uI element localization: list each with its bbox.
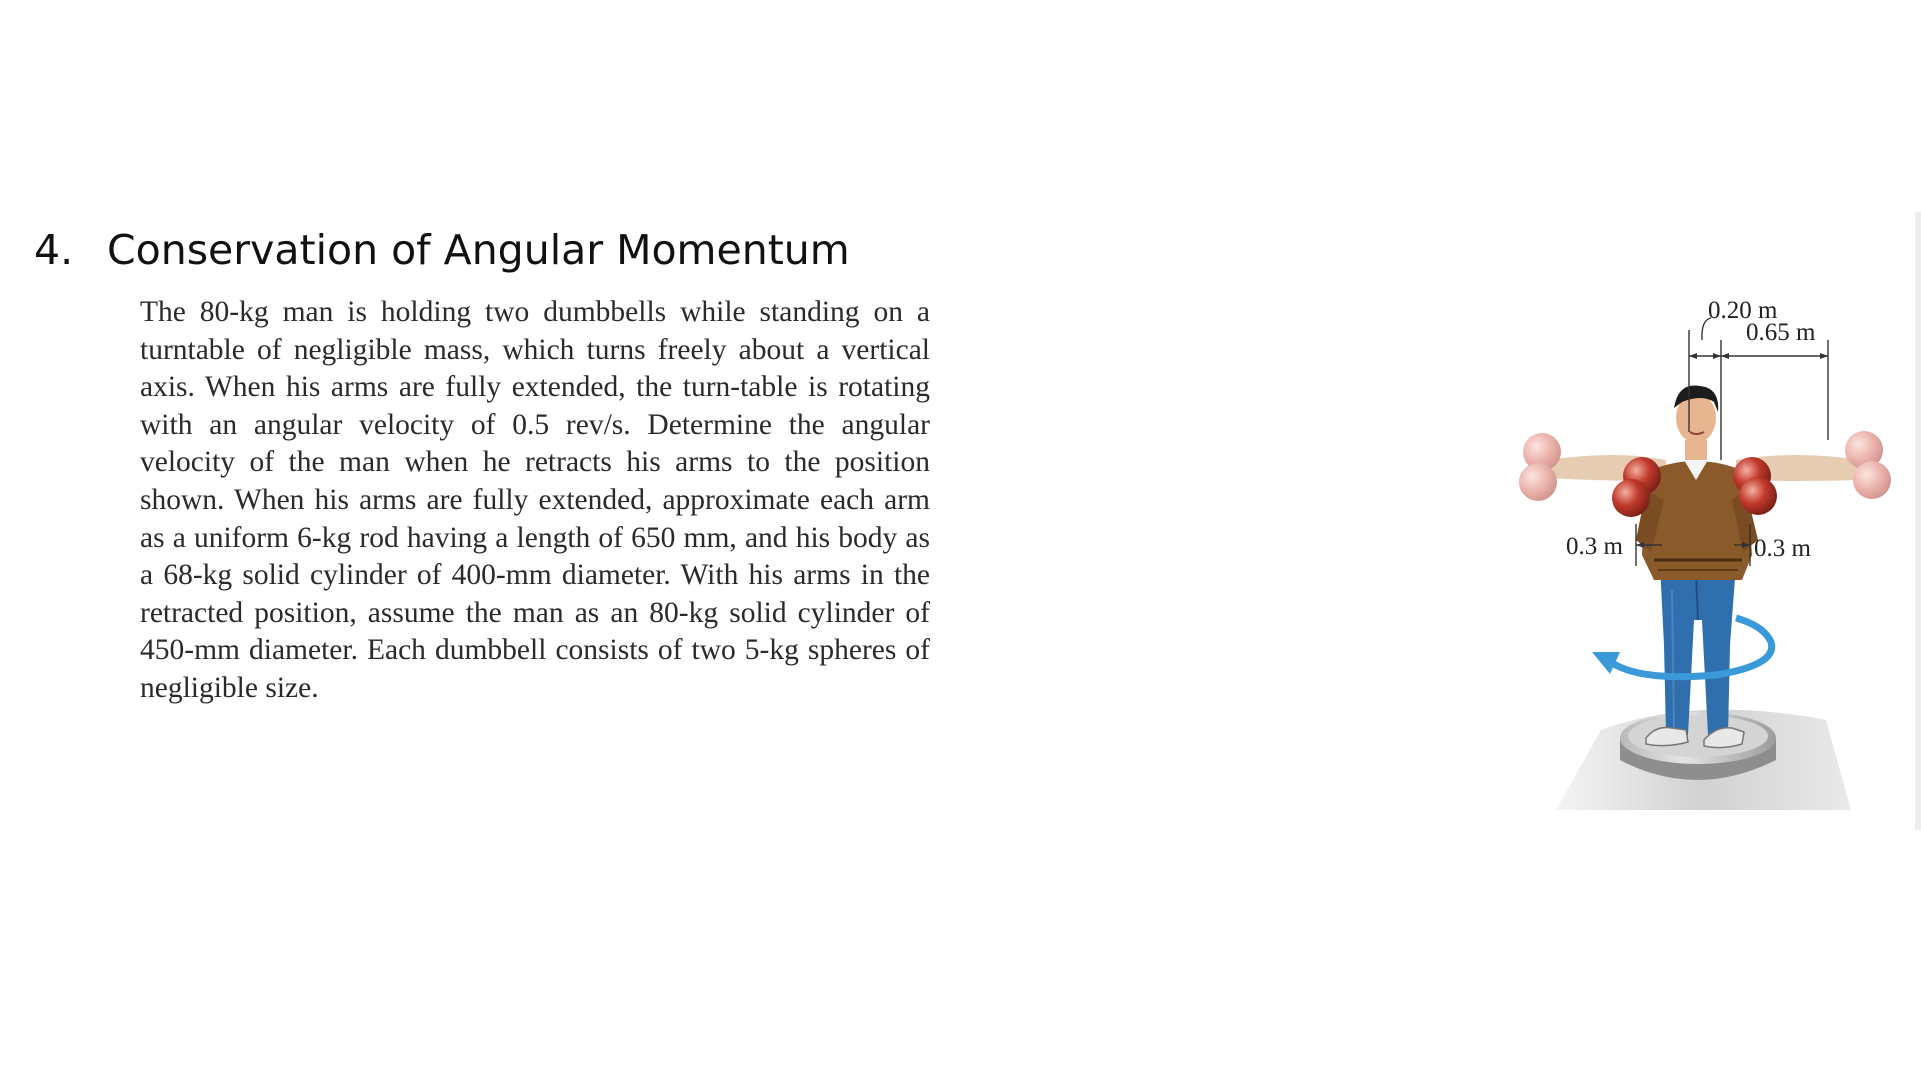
problem-figure: [1496, 290, 1906, 820]
dim-label-left-0.3m: 0.3 m: [1566, 533, 1623, 560]
turntable: [1620, 712, 1776, 780]
man-on-turntable-illustration: [1496, 290, 1906, 820]
dim-label-right-0.3m: 0.3 m: [1754, 535, 1811, 562]
dim-label-0.65m: 0.65 m: [1746, 319, 1816, 346]
slide-edge: [1915, 212, 1921, 830]
problem-statement: The 80-kg man is holding two dumbbells while standing on a turntable of negligible mass, which turns freely about a vertical axis. When his arms are fully extended, the turn-table is rotating with an angular velocity of 0.5 rev/s. Determine the angular velocity of the man when he retracts his arms to the position shown. When his arms are fully extended, approximate each arm as a uniform 6-kg rod having a length of 650 mm, and his body as a 68-kg solid cylinder of 400-mm diameter. With his arms in the retracted position, assume the man as an 80-kg solid cylinder of 450-mm diameter. Each dumbbell consists of two 5-kg spheres of negligible size.: [140, 296, 930, 704]
jeans: [1660, 565, 1736, 735]
head: [1674, 385, 1718, 460]
dim-label-0.20m: 0.20 m: [1708, 297, 1778, 324]
section-heading: [34, 222, 850, 278]
section-title: Conservation of Angular Momentum: [107, 226, 850, 274]
section-number: 4.: [34, 226, 74, 274]
